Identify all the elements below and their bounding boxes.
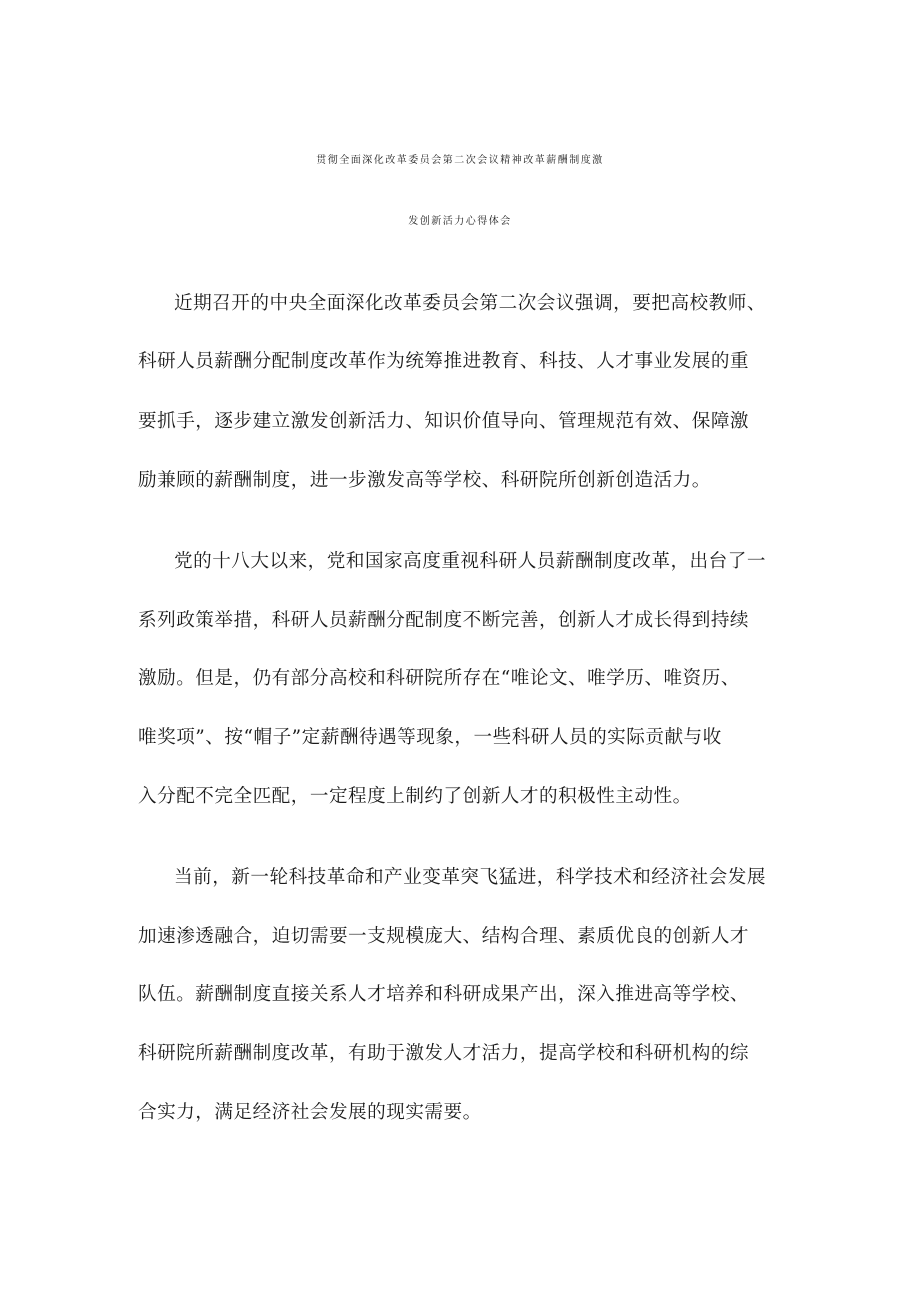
paragraph-3-line-1: 当前，新一轮科技革命和产业变革突飞猛进，科学技术和经济社会发展: [174, 867, 766, 888]
paragraph-2-line-3: 激励。但是，仍有部分高校和科研院所存在“唯论文、唯学历、唯资历、: [138, 668, 740, 689]
document-title-line-2: 发创新活力心得体会: [408, 216, 512, 227]
paragraph-1-line-4: 励兼顾的薪酬制度，进一步激发高等学校、科研院所创新创造活力。: [138, 470, 711, 491]
paragraph-1-line-2: 科研人员薪酬分配制度改革作为统筹推进教育、科技、人才事业发展的重: [138, 351, 750, 372]
paragraph-3-line-4: 科研院所薪酬制度改革，有助于激发人才活力，提高学校和科研机构的综: [138, 1043, 750, 1064]
paragraph-2-line-1: 党的十八大以来，党和国家高度重视科研人员薪酬制度改革，出台了一: [174, 551, 766, 572]
paragraph-2-line-4: 唯奖项”、按“帽子”定薪酬待遇等现象，一些科研人员的实际贡献与收: [138, 727, 722, 748]
paragraph-2-line-2: 系列政策举措，科研人员薪酬分配制度不断完善，创新人才成长得到持续: [138, 610, 750, 631]
paragraph-1-line-3: 要抓手，逐步建立激发创新活力、知识价值导向、管理规范有效、保障激: [138, 411, 750, 432]
paragraph-3-line-3: 队伍。薪酬制度直接关系人才培养和科研成果产出，深入推进高等学校、: [138, 984, 750, 1005]
paragraph-1-line-1: 近期召开的中央全面深化改革委员会第二次会议强调，要把高校教师、: [174, 293, 766, 314]
paragraph-3-line-2: 加速渗透融合，迫切需要一支规模庞大、结构合理、素质优良的创新人才: [138, 926, 750, 947]
document-title-line-1: 贯彻全面深化改革委员会第二次会议精神改革薪酬制度激: [316, 155, 604, 166]
paragraph-2-line-5: 入分配不完全匹配，一定程度上制约了创新人才的积极性主动性。: [138, 786, 692, 807]
paragraph-3-line-5: 合实力，满足经济社会发展的现实需要。: [138, 1102, 482, 1123]
